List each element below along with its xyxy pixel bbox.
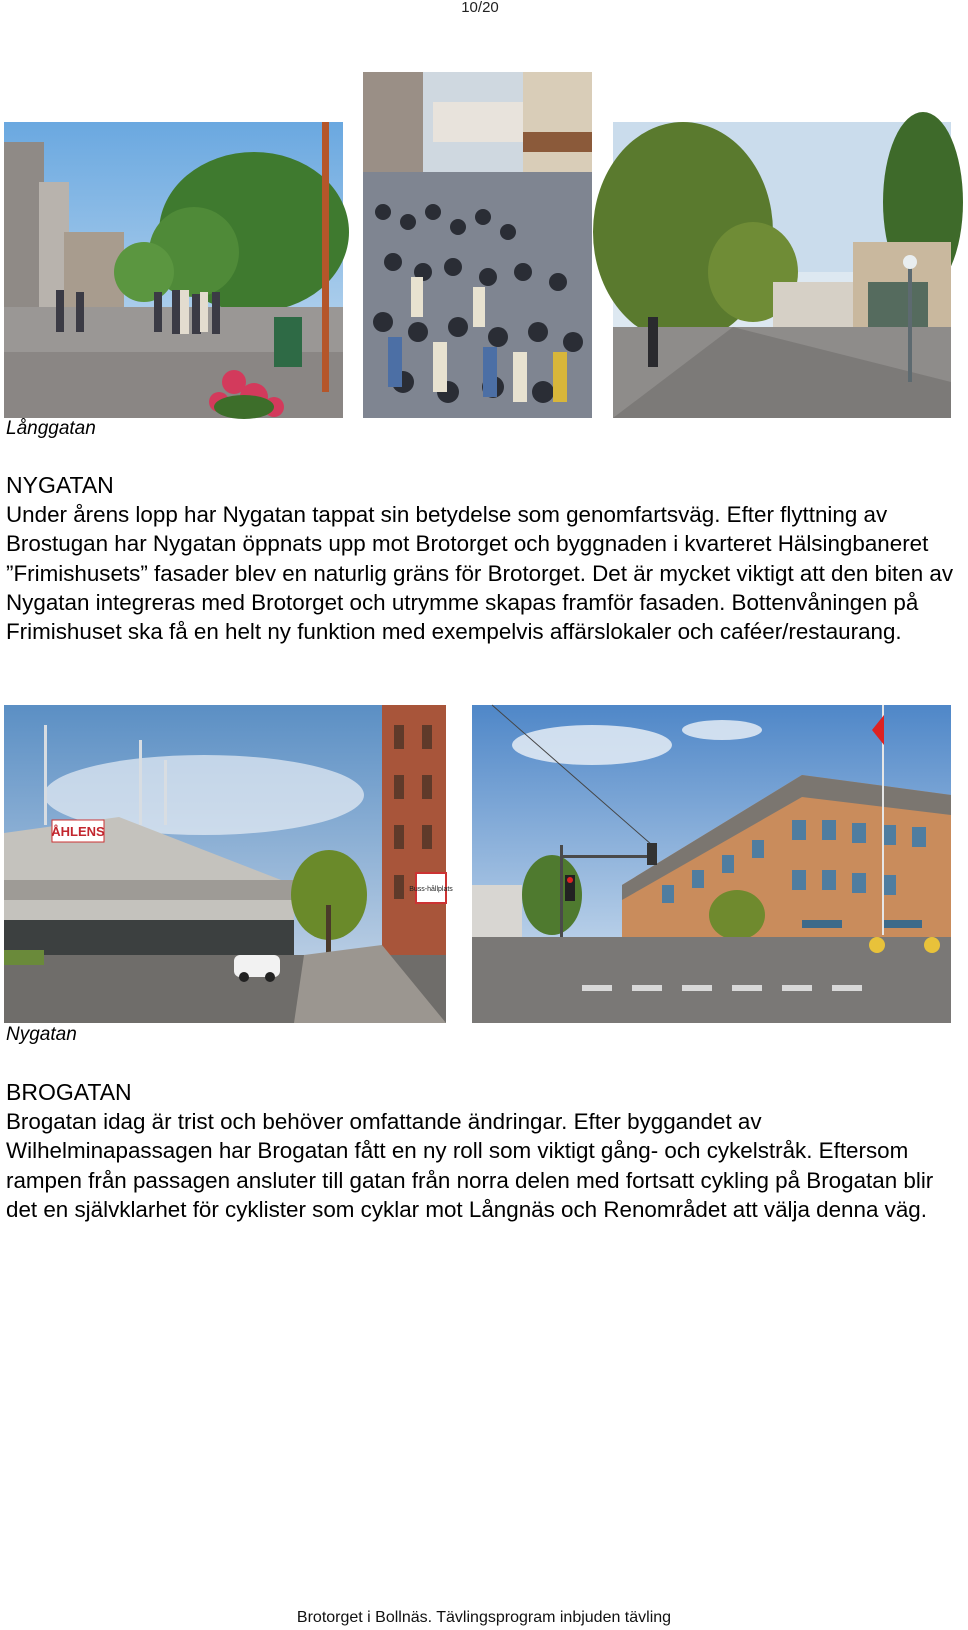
page-number: 10/20: [461, 0, 499, 16]
brogatan-heading: BROGATAN: [6, 1079, 132, 1105]
brogatan-body-text: Brogatan idag är trist och behöver omfattande ändringar. Efter byggandet av Wilhelminapassagen har Brogatan fått en ny roll som viktigt gång- och cykelstråk. Eftersom rampen från passagen ansluter till gatan från norra delen med fortsatt cykling på Brogatan blir det en självklarhet för cyklister som cyklar mot Långnäs och Renområdet att välja denna väg.: [6, 1109, 934, 1222]
langgatan-caption: Långgatan: [6, 418, 96, 439]
ahlens-sign: ÅHLENS: [51, 824, 105, 839]
ahlens-street-photo: [4, 705, 453, 1023]
bus-stop-sign: Buss-hållplats: [409, 886, 453, 893]
frimishuset-corner-photo: [472, 705, 951, 1023]
langgatan-street-photo: [4, 122, 343, 418]
nygatan-body-text: Under årens lopp har Nygatan tappat sin betydelse som genomfartsväg. Efter flyttning av Brostugan har Nygatan öppnats upp mot Brotorget och byggnaden i kvarteret Hälsingbaneret ”Frimishusets” fasader blev en naturlig gräns för Brotorget. Det är mycket viktigt att den biten av Nygatan integreras med Brotorget och utrymme skapas framför fasaden. Bottenvåningen på Frimishuset ska få en helt ny funktion med exempelvis affärslokaler och caféer/restaurang.: [6, 502, 954, 645]
tree-lined-street-photo: [613, 122, 951, 418]
nygatan-heading: NYGATAN: [6, 472, 114, 498]
nygatan-caption: Nygatan: [6, 1024, 77, 1045]
crowded-street-photo: [363, 72, 592, 418]
page-footer: Brotorget i Bollnäs. Tävlingsprogram inbjuden tävling: [296, 1609, 672, 1626]
